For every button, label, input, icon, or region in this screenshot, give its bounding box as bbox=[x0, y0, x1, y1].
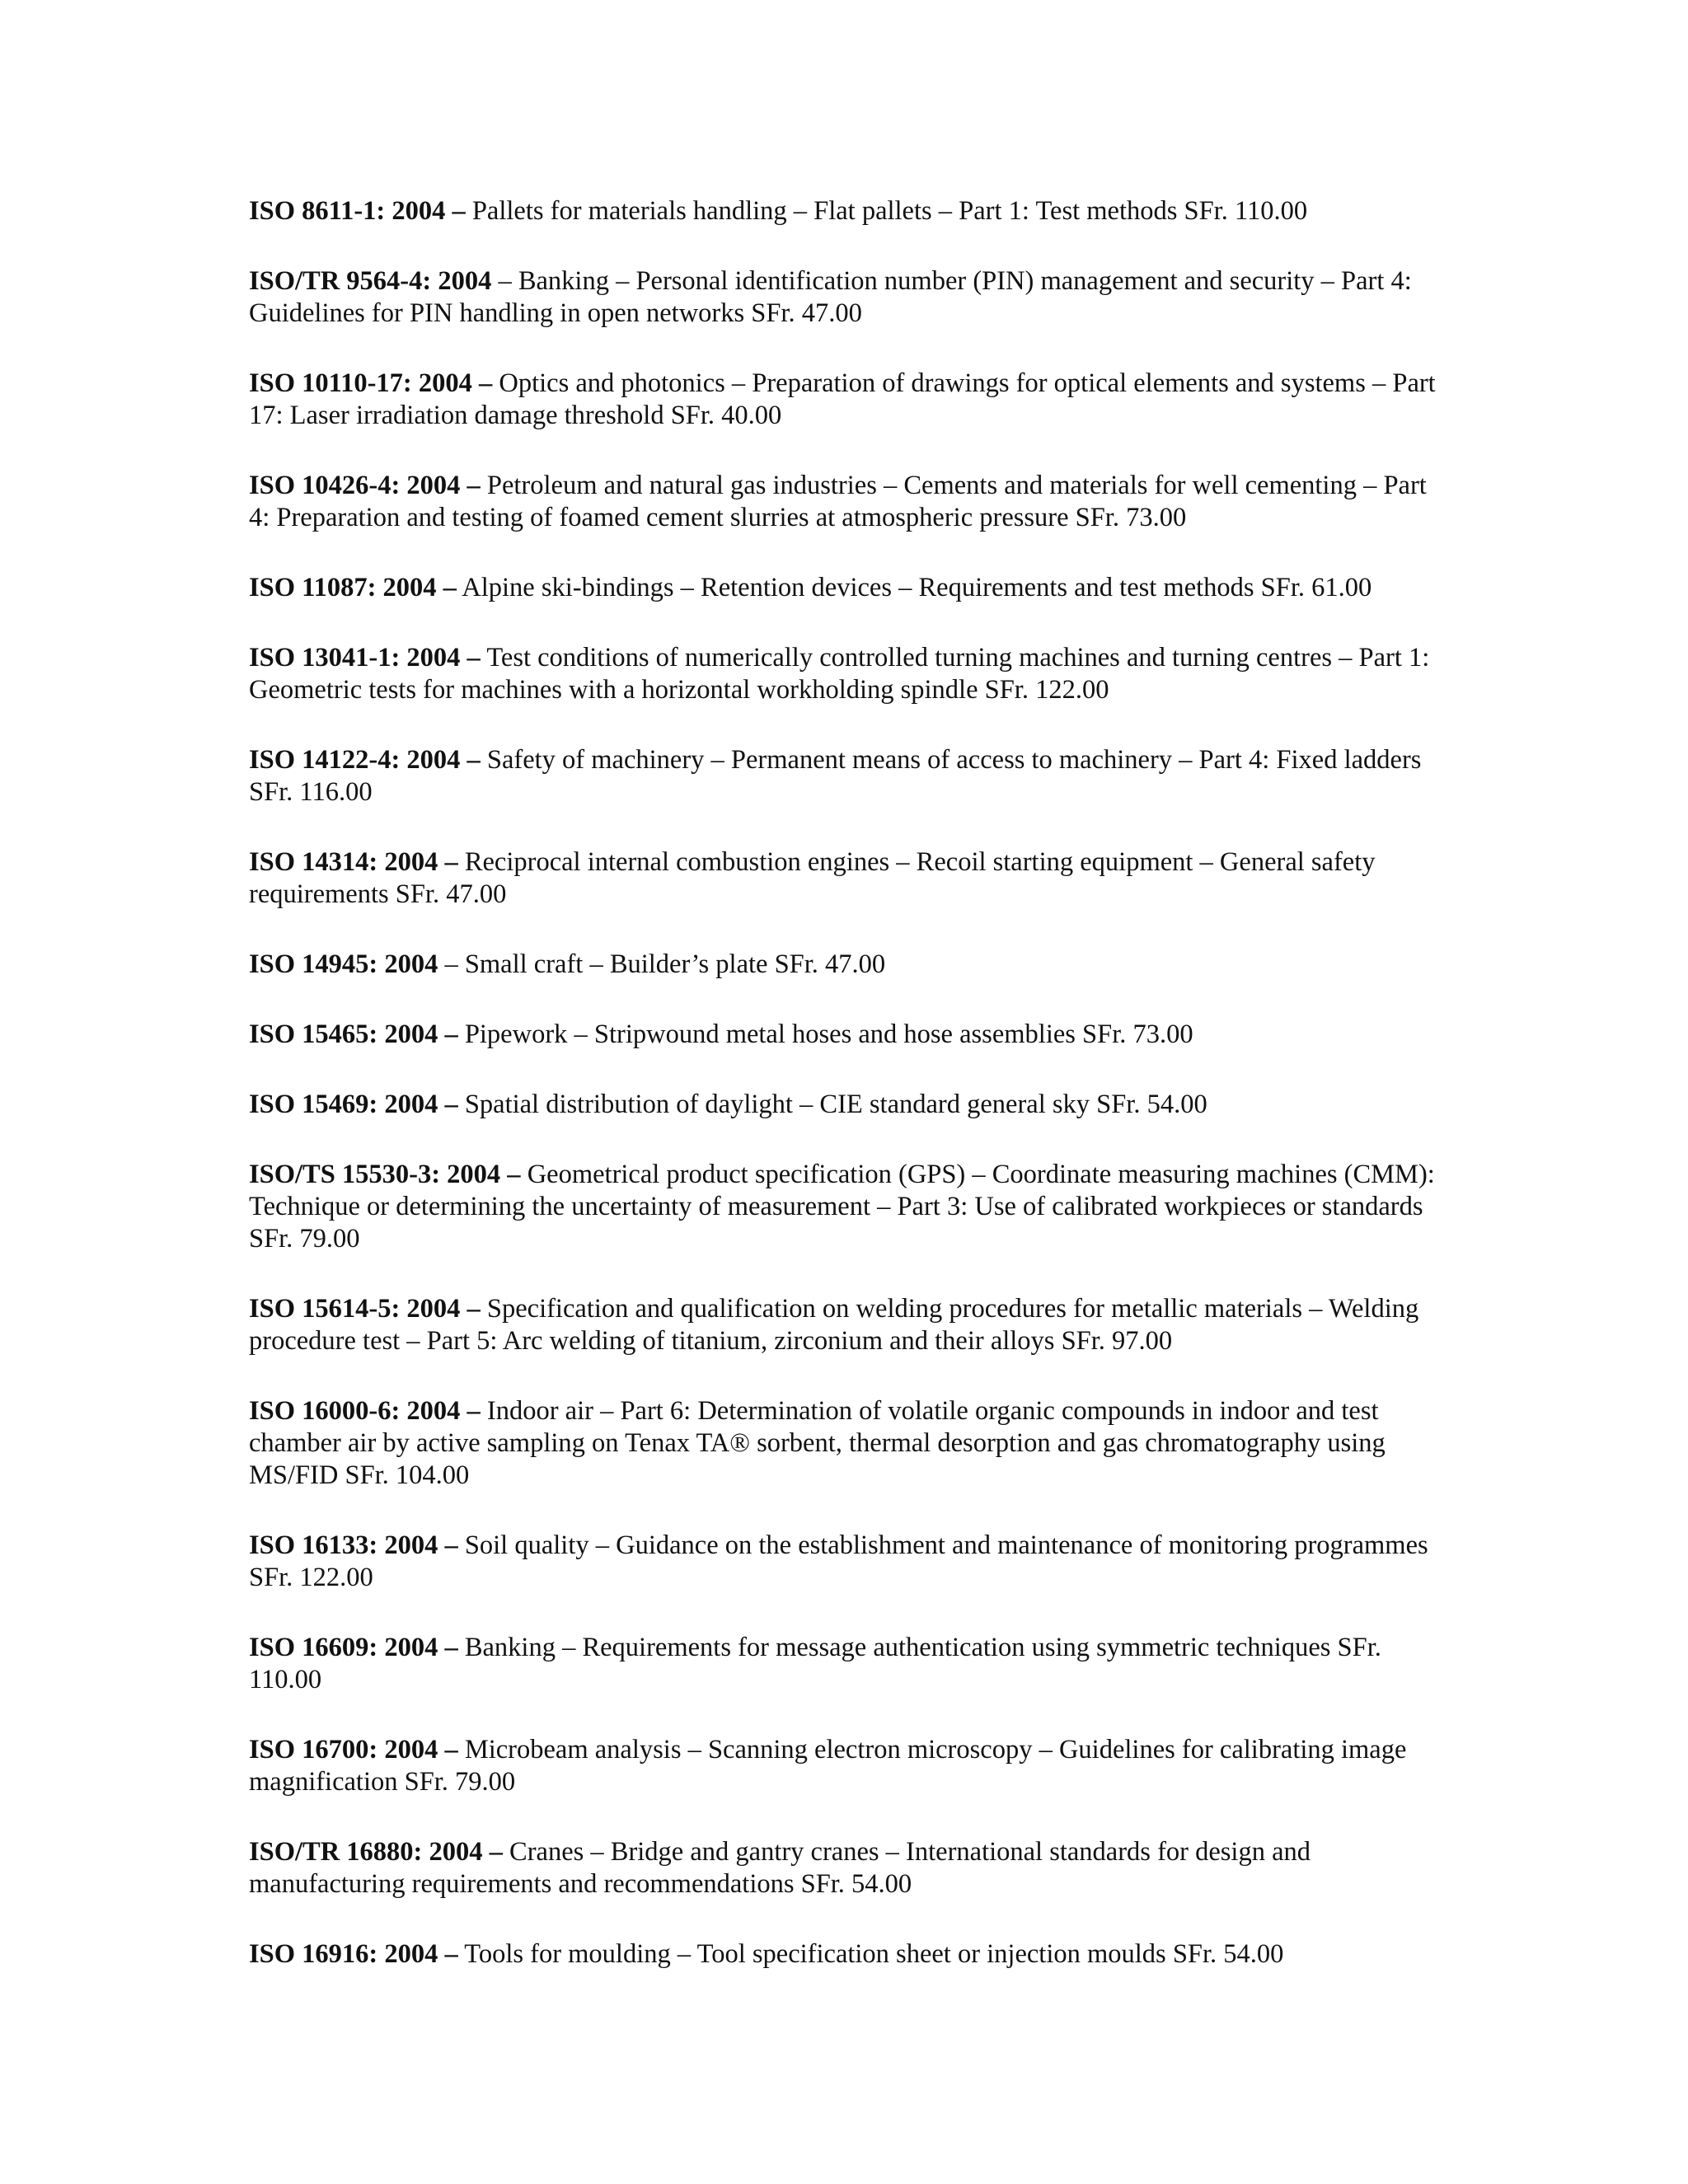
standard-description: – Small craft – Builder’s plate SFr. 47.00 bbox=[438, 949, 886, 979]
standard-code: ISO 14314: 2004 – bbox=[249, 847, 458, 877]
standard-code: ISO 10426-4: 2004 – bbox=[249, 471, 481, 500]
standard-code: ISO 16609: 2004 – bbox=[249, 1633, 458, 1662]
standard-entry bbox=[249, 1089, 1452, 1121]
standard-code: ISO 15465: 2004 – bbox=[249, 1019, 458, 1049]
standard-entry bbox=[249, 470, 1452, 534]
standard-code: ISO 16700: 2004 – bbox=[249, 1735, 458, 1765]
standard-entry bbox=[249, 1632, 1452, 1696]
standard-code: ISO 15469: 2004 – bbox=[249, 1090, 458, 1119]
standard-description: Tools for moulding – Tool specification sheet or injection moulds SFr. 54.00 bbox=[457, 1939, 1284, 1969]
standard-description: Safety of machinery – Permanent means of access to machinery – Part 4: Fixed ladders SFr. 116.00 bbox=[249, 745, 1422, 807]
document-page bbox=[249, 195, 1452, 2008]
standard-entry bbox=[249, 1019, 1452, 1051]
standard-code: ISO/TR 9564-4: 2004 bbox=[249, 266, 492, 296]
standard-description: Microbeam analysis – Scanning electron microscopy – Guidelines for calibrating image magnification SFr. 79.00 bbox=[249, 1735, 1407, 1797]
standard-entry bbox=[249, 265, 1452, 330]
standard-code: ISO 16000-6: 2004 – bbox=[249, 1396, 481, 1426]
standard-code: ISO 15614-5: 2004 – bbox=[249, 1294, 481, 1324]
standard-code: ISO 14945: 2004 bbox=[249, 949, 438, 979]
standard-entry bbox=[249, 572, 1452, 604]
standard-entry bbox=[249, 368, 1452, 432]
standard-code: ISO 13041-1: 2004 – bbox=[249, 643, 481, 673]
standard-description: Cranes – Bridge and gantry cranes – International standards for design and manufacturing requirements and recommendations SFr. 54.00 bbox=[249, 1837, 1311, 1899]
standard-code: ISO 14122-4: 2004 – bbox=[249, 745, 481, 775]
standard-description: Test conditions of numerically controlled turning machines and turning centres – Part 1: Geometric tests for machines with a horizontal workholding spindle SFr. 122.00 bbox=[249, 643, 1430, 705]
standard-description: Pallets for materials handling – Flat pallets – Part 1: Test methods SFr. 110.00 bbox=[465, 196, 1308, 226]
standard-description: Petroleum and natural gas industries – Cements and materials for well cementing – Part 4: Preparation and testing of foamed cement slurries at atmospheric pressure SFr. 73.00 bbox=[249, 471, 1427, 532]
standard-entry bbox=[249, 1395, 1452, 1492]
standard-code: ISO/TS 15530-3: 2004 – bbox=[249, 1160, 521, 1189]
standard-description: Indoor air – Part 6: Determination of volatile organic compounds in indoor and test chamber air by active sampling on Tenax TA® sorbent, thermal desorption and gas chromatography using MS/FID SFr. 104.00 bbox=[249, 1396, 1386, 1490]
standard-entry bbox=[249, 195, 1452, 227]
standard-description: Specification and qualification on welding procedures for metallic materials – Welding procedure test – Part 5: Arc welding of titanium, zirconium and their alloys SFr. 97.00 bbox=[249, 1294, 1419, 1356]
standard-entry bbox=[249, 1836, 1452, 1900]
standard-description: – Banking – Personal identification number (PIN) management and security – Part 4: Guidelines for PIN handling in open networks SFr. 47.00 bbox=[249, 266, 1412, 328]
standard-entry bbox=[249, 1734, 1452, 1798]
standard-code: ISO 10110-17: 2004 – bbox=[249, 368, 493, 398]
standard-entry bbox=[249, 1530, 1452, 1594]
standard-description: Reciprocal internal combustion engines – Recoil starting equipment – General safety requirements SFr. 47.00 bbox=[249, 847, 1376, 909]
standard-description: Alpine ski-bindings – Retention devices – Requirements and test methods SFr. 61.00 bbox=[456, 573, 1372, 602]
standard-description: Banking – Requirements for message authentication using symmetric techniques SFr. 110.00 bbox=[249, 1633, 1381, 1694]
standard-entry bbox=[249, 642, 1452, 706]
standard-entry bbox=[249, 846, 1452, 911]
standard-description: Optics and photonics – Preparation of drawings for optical elements and systems – Part 17: Laser irradiation damage threshold SFr. 40.00 bbox=[249, 368, 1436, 430]
standard-entry bbox=[249, 949, 1452, 981]
standard-description: Geometrical product specification (GPS) – Coordinate measuring machines (CMM): Technique or determining the uncertainty of measurement – Part 3: Use of calibrated workpieces or standards SFr. 79.00 bbox=[249, 1160, 1435, 1254]
standard-code: ISO 11087: 2004 – bbox=[249, 573, 457, 602]
standard-description: Pipework – Stripwound metal hoses and hose assemblies SFr. 73.00 bbox=[457, 1019, 1193, 1049]
standard-entry bbox=[249, 1938, 1452, 1971]
standard-description: Soil quality – Guidance on the establishment and maintenance of monitoring programmes SFr. 122.00 bbox=[249, 1530, 1428, 1592]
standard-entry bbox=[249, 1293, 1452, 1357]
standard-code: ISO 16133: 2004 – bbox=[249, 1530, 458, 1560]
standard-entry bbox=[249, 1159, 1452, 1255]
standard-description: Spatial distribution of daylight – CIE standard general sky SFr. 54.00 bbox=[457, 1090, 1207, 1119]
standard-code: ISO 8611-1: 2004 – bbox=[249, 196, 466, 226]
standard-code: ISO 16916: 2004 – bbox=[249, 1939, 458, 1969]
standard-entry bbox=[249, 744, 1452, 808]
standard-code: ISO/TR 16880: 2004 – bbox=[249, 1837, 503, 1867]
